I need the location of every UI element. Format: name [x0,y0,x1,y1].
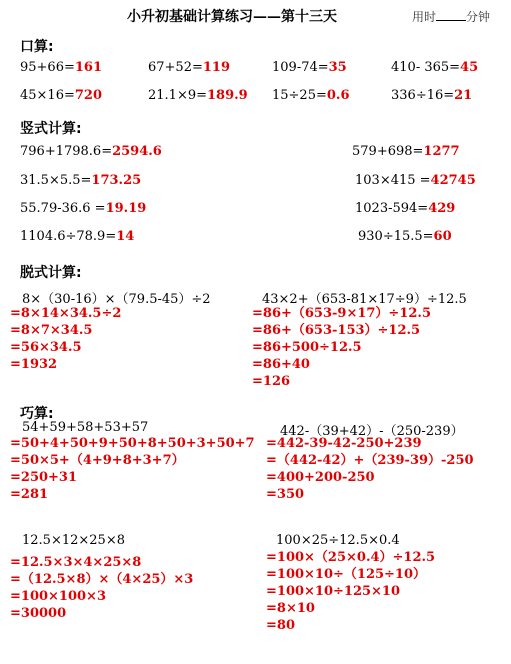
detached-solution-2 [252,305,431,390]
answer: 0.6 [326,88,350,103]
solution-step: =50×5+（4+9+8+3+7） [10,453,185,468]
solution-step: =442-39-42-250+239 [266,436,422,451]
page-title: 小升初基础计算练习——第十三天 [127,9,337,25]
clever-problem-2: 442-（39+42）-（250-239） [280,424,464,439]
oral-item-6: 21.1×9=189.9 [148,88,248,103]
detached-solution-1 [10,305,121,373]
clever-problem-3: 12.5×12×25×8 [22,533,125,548]
answer: 1277 [423,144,460,159]
solution-step: =100×100×3 [10,589,106,604]
oral-item-3: 109-74=35 [272,60,347,75]
vertical-item-6: 1023-594=429 [355,201,456,216]
section-vertical-title: 竖式计算: [20,121,82,137]
answer: 21 [454,88,473,103]
solution-step: =50+4+50+9+50+8+50+3+50+7 [10,436,255,451]
section-detached-title: 脱式计算: [20,265,82,281]
solution-step: =30000 [10,606,67,621]
solution-step: =100×10÷（125÷10） [266,567,427,582]
solution-step: =86+40 [252,357,310,372]
section-clever-title: 巧算: [20,406,54,422]
time-unit: 分钟 [466,10,491,24]
oral-item-1: 95+66=161 [20,60,103,75]
vertical-item-4: 103×415 =42745 [355,173,476,188]
answer: 45 [460,60,479,75]
vertical-item-7: 1104.6÷78.9=14 [20,229,135,244]
solution-step: =86+500÷12.5 [252,340,362,355]
time-field [412,8,490,25]
oral-item-5: 45×16=720 [20,88,103,103]
solution-step: =281 [10,487,49,502]
answer: 429 [428,201,456,216]
solution-step: =（12.5×8）×（4×25）×3 [10,572,194,587]
section-oral-title: 口算: [20,39,54,55]
solution-step: =100×（25×0.4）÷12.5 [266,550,436,565]
solution-step: =8×14×34.5÷2 [10,306,122,321]
solution-step: =350 [266,487,305,502]
solution-step: =8×10 [266,601,315,616]
vertical-item-3: 31.5×5.5=173.25 [20,173,142,188]
clever-solution-1 [10,435,255,503]
clever-solution-4 [266,549,435,634]
answer: 189.9 [207,88,248,103]
oral-item-8: 336÷16=21 [391,88,473,103]
answer: 42745 [430,173,476,188]
solution-step: =（442-42）+（239-39）-250 [266,453,474,468]
vertical-item-2: 579+698=1277 [352,144,460,159]
solution-step: =12.5×3×4×25×8 [10,555,142,570]
oral-item-2: 67+52=119 [148,60,231,75]
oral-item-4: 410- 365=45 [391,60,479,75]
solution-step: =1932 [10,357,58,372]
answer: 119 [202,60,231,75]
answer: 161 [74,60,103,75]
answer: 60 [433,229,452,244]
vertical-item-5: 55.79-36.6 =19.19 [20,201,147,216]
solution-step: =126 [252,374,291,389]
solution-step: =56×34.5 [10,340,82,355]
detached-problem-2: 43×2+（653-81×17÷9）÷12.5 [262,292,467,307]
clever-solution-3 [10,554,193,622]
clever-solution-2 [266,435,474,503]
solution-step: =86+（653-9×17）÷12.5 [252,306,431,321]
vertical-item-1: 796+1798.6=2594.6 [20,144,162,159]
answer: 720 [74,88,103,103]
answer: 19.19 [105,201,147,216]
vertical-item-8: 930÷15.5=60 [358,229,452,244]
answer: 14 [116,229,135,244]
time-blank[interactable] [436,10,466,21]
solution-step: =400+200-250 [266,470,375,485]
answer: 35 [328,60,347,75]
detached-problem-1: 8×（30-16）×（79.5-45）÷2 [22,292,211,307]
solution-step: =80 [266,618,295,633]
answer: 2594.6 [112,144,162,159]
clever-problem-1: 54+59+58+53+57 [22,420,149,435]
solution-step: =100×10÷125×10 [266,584,401,599]
solution-step: =8×7×34.5 [10,323,93,338]
answer: 173.25 [91,173,142,188]
time-label: 用时 [412,10,437,24]
clever-problem-4: 100×25÷12.5×0.4 [276,533,400,548]
oral-item-7: 15÷25=0.6 [272,88,350,103]
solution-step: =250+31 [10,470,78,485]
solution-step: =86+（653-153）÷12.5 [252,323,421,338]
